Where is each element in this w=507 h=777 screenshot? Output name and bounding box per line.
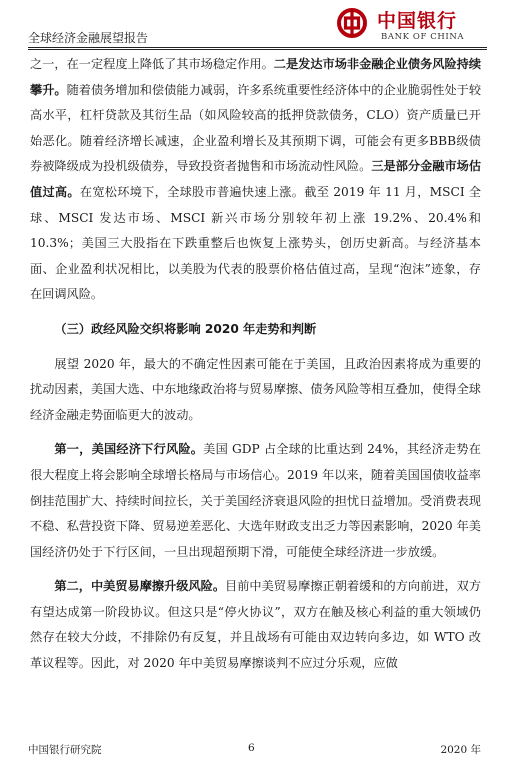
- bank-logo: [337, 6, 487, 46]
- paragraph-us-downturn: [30, 437, 481, 565]
- paragraph-text: 美国 GDP 占全球的比重达到 24%，其经济走势在很大程度上将会影响全球增长格局与市场信心。2019 年以来，随着美国国债收益率倒挂范围扩大、持续时间拉长，关于美国经济衰退风险的担忧日益增加。受消费表现不稳、私营投资下降、贸易逆差恶化、大选年财政支出乏力等因素影响，2020 年美国经济仍处于下行区间，一旦出现超预期下滑，可能使全球经济进一步放缓。: [30, 442, 481, 559]
- header-divider: [28, 47, 487, 48]
- paragraph-text: 随着债务增加和偿债能力减弱，许多系统重要性经济体中的企业脆弱性处于较高水平，杠杆贷款及其衍生品（如风险较高的抵押贷款债务，CLO）资产质量已开始恶化。随着经济增长减速，企业盈利增长及其预期下调，可能会有更多BBB级债券被降级成为投机级债券，导致投资者抛售和市场流动性风险。: [30, 82, 482, 174]
- paragraph-outlook: 展望 2020 年，最大的不确定性因素可能在于美国，且政治因素将成为重要的扰动因素，美国大选、中东地缘政治将与贸易摩擦、债务风险等相互叠加，使得全球经济金融走势面临更大的波动。: [30, 356, 481, 422]
- report-body: [30, 52, 481, 677]
- section-heading: （三）政经风险交织将影响 2020 年走势和判断: [54, 321, 317, 336]
- emphasis-valuation-risk: 三是部分金融市场估值过高。: [30, 159, 482, 199]
- emphasis-trade-friction: 第二，中美贸易摩擦升级风险。: [54, 579, 226, 594]
- page-header: [28, 0, 487, 48]
- paragraph-trade-friction: [30, 574, 481, 676]
- emphasis-debt-risk: 二是发达市场非金融企业债务风险持续攀升。: [30, 57, 482, 97]
- emphasis-us-downturn: 第一，美国经济下行风险。: [54, 442, 204, 457]
- logo-english-name: BANK OF CHINA: [381, 32, 465, 42]
- header-divider-secondary: [28, 49, 487, 50]
- page-number: 6: [248, 742, 255, 754]
- report-title: 全球经济金融展望报告: [28, 31, 149, 45]
- logo-chinese-name: 中国银行: [377, 10, 458, 32]
- paragraph-text: 在宽松环境下，全球股市普遍快速上涨。截至 2019 年 11 月，MSCI 全球、MSCI 发达市场、MSCI 新兴市场分别较年初上涨 19.2%、20.4%和 10.3%；美国三大股指在下跌重整后也恢复上涨势头，创历史新高。与经济基本面、企业盈利状况相比，以美股为代表的股票价格估值过高，呈现“泡沫”迹象，存在回调风险。: [30, 184, 481, 302]
- footer-year: 2020 年: [440, 744, 481, 756]
- paragraph-text: 目前中美贸易摩擦正朝着缓和的方向前进，双方有望达成第一阶段协议。但这只是“停火协议”，双方在触及核心利益的重大领域仍然存在较大分歧，不排除仍有反复，并且战场有可能由双边转向多边，如 WTO 改革议程等。因此，对 2020 年中美贸易摩擦谈判不应过分乐观，应做: [30, 579, 482, 671]
- paragraph-text: 之一，在一定程度上降低了其市场稳定作用。: [30, 57, 274, 71]
- paragraph-risk-markets: [30, 52, 481, 308]
- footer-institute: 中国银行研究院: [28, 744, 102, 756]
- bank-of-china-emblem-icon: [337, 8, 367, 38]
